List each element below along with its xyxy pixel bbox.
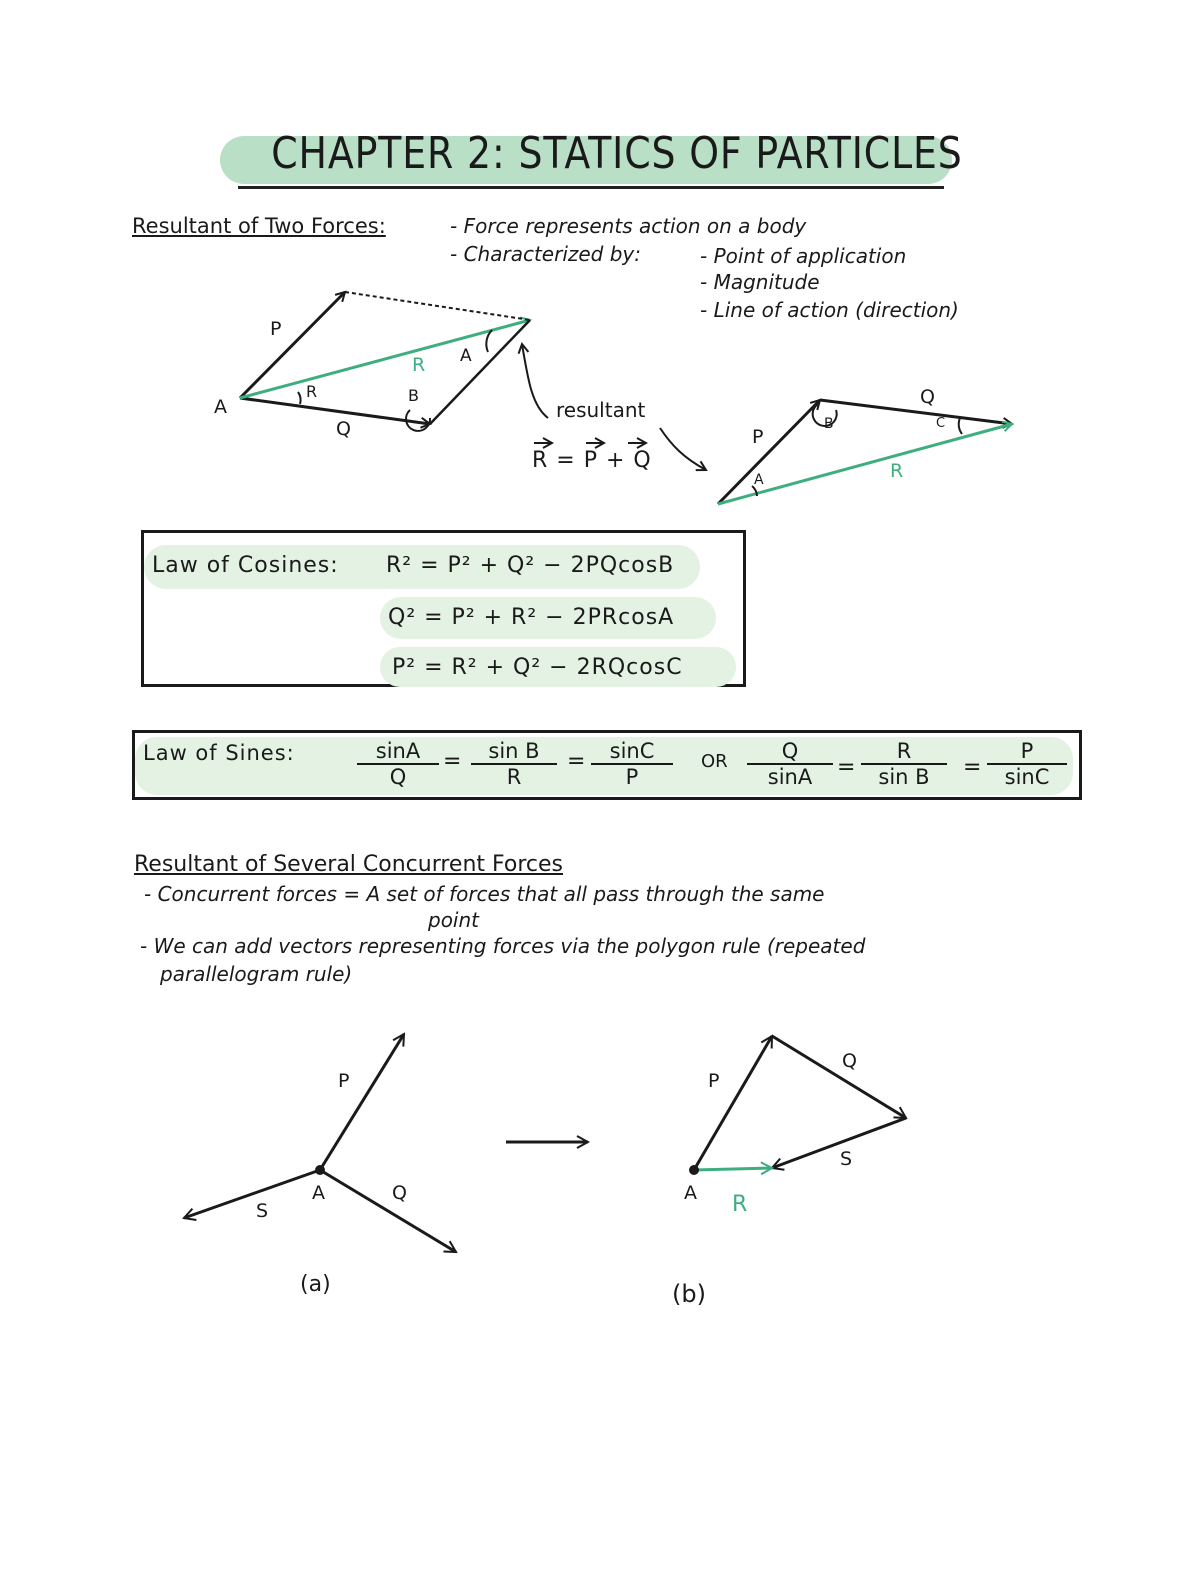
fig-b-label-Q: Q [842, 1050, 857, 1072]
para-angle-A: A [460, 346, 472, 366]
tri-angle-C: C [936, 416, 946, 431]
page-title: CHAPTER 2: STATICS OF PARTICLES [271, 128, 963, 179]
concurrent-bullet-1a: - Concurrent forces = A set of forces that all pass through the same [144, 882, 825, 906]
fig-b-label-S: S [840, 1148, 853, 1170]
frac5-num: R [896, 739, 912, 763]
frac5-den: sin B [878, 765, 930, 789]
eq-sign-1: = [443, 749, 463, 774]
tri-angle-A: A [754, 472, 764, 488]
eq-sign-4: = [963, 755, 983, 780]
concurrent-bullet-1b: point [428, 908, 480, 932]
frac2-num: sin B [488, 739, 540, 763]
fig-a-vector-S [184, 1170, 320, 1218]
fig-a-vector-P [320, 1034, 404, 1170]
para-angle-B: B [408, 386, 419, 405]
fig-b-vector-R [694, 1168, 772, 1170]
fig-b-label-A: A [684, 1182, 697, 1204]
frac4-num: Q [781, 739, 799, 763]
tri-label-Q: Q [920, 386, 935, 408]
tri-angle-B: B [824, 416, 834, 432]
frac1-num: sinA [375, 739, 421, 763]
cosine-eq-3: P² = R² + Q² − 2RQcosC [392, 655, 683, 680]
two-forces-sub-1: - Point of application [700, 244, 907, 268]
eq-sign-2: = [567, 749, 587, 774]
tri-label-R: R [890, 460, 904, 482]
two-forces-sub-3: - Line of action (direction) [700, 298, 959, 322]
para-label-Q: Q [336, 418, 351, 440]
para-angle-R: R [306, 382, 318, 401]
fig-a-vector-Q [320, 1170, 456, 1252]
eq-sign-3: = [837, 755, 857, 780]
resultant-word: resultant [556, 398, 646, 422]
cosine-eq-1: R² = P² + Q² − 2PQcosB [386, 553, 675, 578]
concurrent-bullet-2b: parallelogram rule) [160, 962, 353, 986]
frac6-den: sinC [1004, 765, 1050, 789]
fig-b-vector-S [772, 1118, 906, 1168]
two-forces-bullet-2: - Characterized by: [450, 242, 641, 266]
cosine-eq-2: Q² = P² + R² − 2PRcosA [388, 605, 675, 630]
frac6-num: P [1020, 739, 1034, 763]
para-label-R: R [412, 354, 426, 376]
fig-a-point-A [315, 1165, 325, 1175]
frac3-den: P [625, 765, 639, 789]
para-label-P: P [270, 318, 282, 340]
frac2-den: R [506, 765, 522, 789]
two-forces-sub-2: - Magnitude [700, 270, 820, 294]
or-text: OR [701, 751, 728, 772]
fig-a-label-S: S [256, 1200, 269, 1222]
fig-a-label-Q: Q [392, 1182, 407, 1204]
fig-b-vector-P [694, 1036, 772, 1170]
fig-b-caption: (b) [672, 1280, 706, 1308]
two-forces-bullet-1: - Force represents action on a body [450, 214, 807, 238]
law-of-cosines-label: Law of Cosines: [152, 553, 339, 578]
frac1-den: Q [389, 765, 407, 789]
concurrent-heading: Resultant of Several Concurrent Forces [134, 852, 564, 877]
frac4-den: sinA [767, 765, 813, 789]
para-label-point-A: A [214, 396, 227, 418]
frac3-num: sinC [609, 739, 655, 763]
two-forces-heading: Resultant of Two Forces: [132, 214, 386, 238]
fig-b-point-A [689, 1165, 699, 1175]
fig-b-label-R: R [732, 1192, 748, 1217]
fig-b-label-P: P [708, 1070, 720, 1092]
fig-a-caption: (a) [300, 1272, 331, 1297]
fig-b-vector-Q [772, 1036, 906, 1118]
law-of-sines-label: Law of Sines: [143, 741, 295, 765]
tri-label-P: P [752, 426, 764, 448]
concurrent-bullet-2a: - We can add vectors representing forces via the polygon rule (repeated [140, 934, 866, 958]
fig-a-label-P: P [338, 1070, 350, 1092]
resultant-equation: R = P + Q [532, 448, 652, 473]
fig-a-label-A: A [312, 1182, 325, 1204]
